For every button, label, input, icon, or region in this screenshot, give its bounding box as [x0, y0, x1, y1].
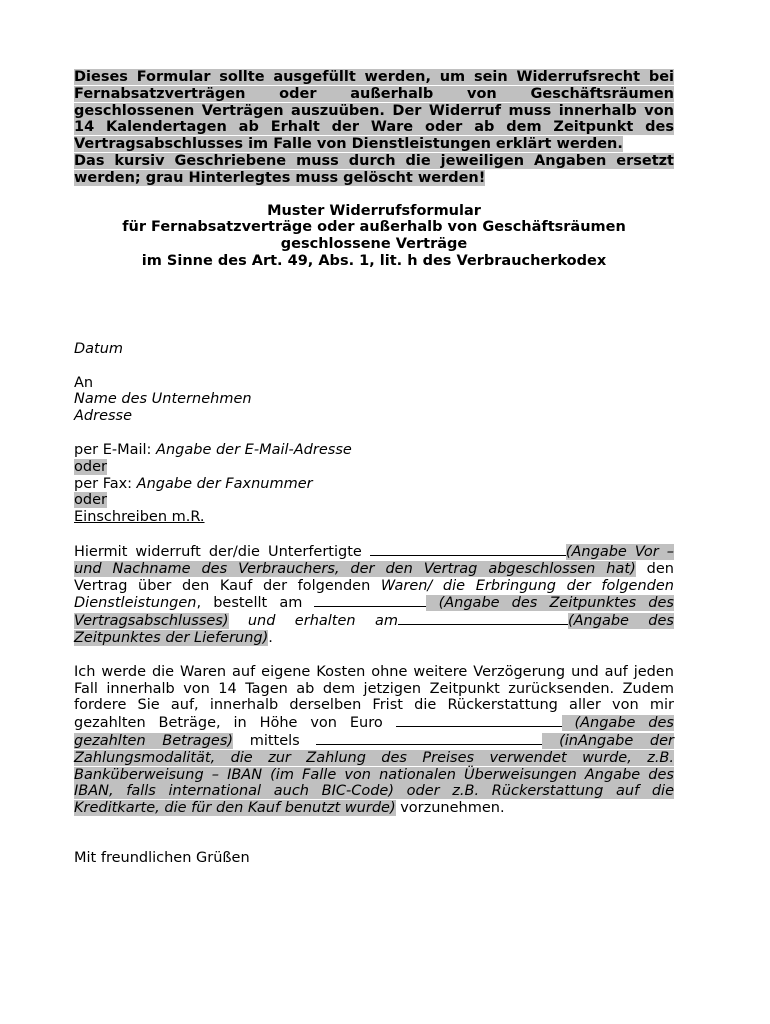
- date-field: Datum: [74, 340, 124, 357]
- recipient-address: Adresse: [74, 408, 133, 425]
- or-label: oder: [74, 492, 107, 509]
- return-paragraph: [74, 664, 674, 817]
- goods-services-placeholder: Waren/ die Erbringung der folgenden Dienstleistungen: [74, 577, 674, 612]
- revocation-text: .: [268, 629, 273, 646]
- title-line-1: Muster Widerrufsformular: [267, 202, 481, 219]
- return-text: vorzunehmen.: [395, 800, 505, 817]
- revocation-text: , bestellt am: [196, 595, 315, 612]
- or-label: oder: [74, 458, 107, 475]
- delivery-registered: [74, 509, 674, 526]
- form-title: [74, 203, 674, 270]
- instruction-note: [74, 69, 674, 187]
- order-date-blank: [314, 594, 426, 607]
- amount-hint: (Angabe des gezahlten Betrages): [74, 715, 674, 749]
- fax-prefix: per Fax:: [74, 475, 137, 492]
- revocation-paragraph: [74, 543, 674, 647]
- order-date-hint: (Angabe des Zeitpunktes des Vertragsabschlusses): [74, 595, 674, 630]
- fax-placeholder: Angabe der Faxnummer: [136, 475, 313, 492]
- recipient-company: Name des Unternehmen: [74, 391, 252, 408]
- return-text: Ich werde die Waren auf eigene Kosten ohne weitere Verzögerung und auf jeden Fall innerhalb von 14 Tagen ab dem jetzigen Zeitpunkt zurücksenden. Zudem fordere Sie auf, innerhalb derselben Frist die Rückerstattung aller von mir gezahlten Beträge, in Höhe von Euro: [74, 663, 674, 732]
- received-placeholder: und erhalten am: [228, 613, 398, 630]
- registered-mail-label: Einschreiben m.R.: [74, 509, 205, 526]
- recipient-to: An: [74, 374, 94, 391]
- payment-method-hint: (inAngabe der Zahlungsmodalität, die zur Zahlung des Preises verwendet wurde, z.B. Banküberweisung – IBAN (im Falle von nationalen Überweisungen Angabe des IBAN, falls international auch BIC-Code) oder z.B. Rückerstattung auf die Kreditkarte, die für den Kauf benutzt wurde): [74, 732, 675, 817]
- email-prefix: per E-Mail:: [74, 441, 157, 458]
- email-placeholder: Angabe der E-Mail-Adresse: [156, 441, 352, 458]
- amount-blank: [396, 714, 562, 727]
- closing-salutation: Mit freundlichen Grüßen: [74, 849, 250, 866]
- revocation-text: Hiermit widerruft der/die Unterfertigte: [74, 543, 370, 560]
- delivery-or-1: [74, 459, 674, 476]
- instruction-warning: Das kursiv Geschriebene muss durch die jeweiligen Angaben ersetzt werden; grau Hinterlegtes muss gelöscht werden!: [74, 152, 674, 186]
- recipient-block: [74, 375, 674, 425]
- title-line-3: im Sinne des Art. 49, Abs. 1, lit. h des Verbraucherkodex: [141, 252, 607, 269]
- delivery-date-blank: [398, 612, 568, 625]
- consumer-name-hint: (Angabe Vor – und Nachname des Verbrauchers, der den Vertrag abgeschlossen hat): [74, 543, 674, 577]
- delivery-email: [74, 442, 674, 459]
- instruction-paragraph: Dieses Formular sollte ausgefüllt werden, um sein Widerrufsrecht bei Fernabsatzverträgen oder außerhalb von Geschäftsräumen geschlossenen Verträgen auszuüben. Der Widerruf muss innerhalb von 14 Kalendertagen ab Erhalt der Ware oder ab dem Zeitpunkt des Vertragsabschlusses im Falle von Dienstleistungen erklärt werden.: [74, 69, 674, 153]
- return-text: mittels: [233, 732, 317, 749]
- delivery-date-hint: (Angabe des Zeitpunktes der Lieferung): [74, 613, 674, 646]
- delivery-method-block: [74, 442, 674, 526]
- revocation-text: den Vertrag über den Kauf der folgenden: [74, 560, 674, 594]
- document-page: [74, 69, 674, 867]
- delivery-fax: [74, 476, 674, 493]
- payment-method-blank: [316, 732, 542, 745]
- delivery-or-2: [74, 492, 674, 509]
- consumer-name-blank: [370, 543, 566, 556]
- title-line-2: für Fernabsatzverträge oder außerhalb von Geschäftsräumen geschlossene Verträge: [122, 219, 626, 253]
